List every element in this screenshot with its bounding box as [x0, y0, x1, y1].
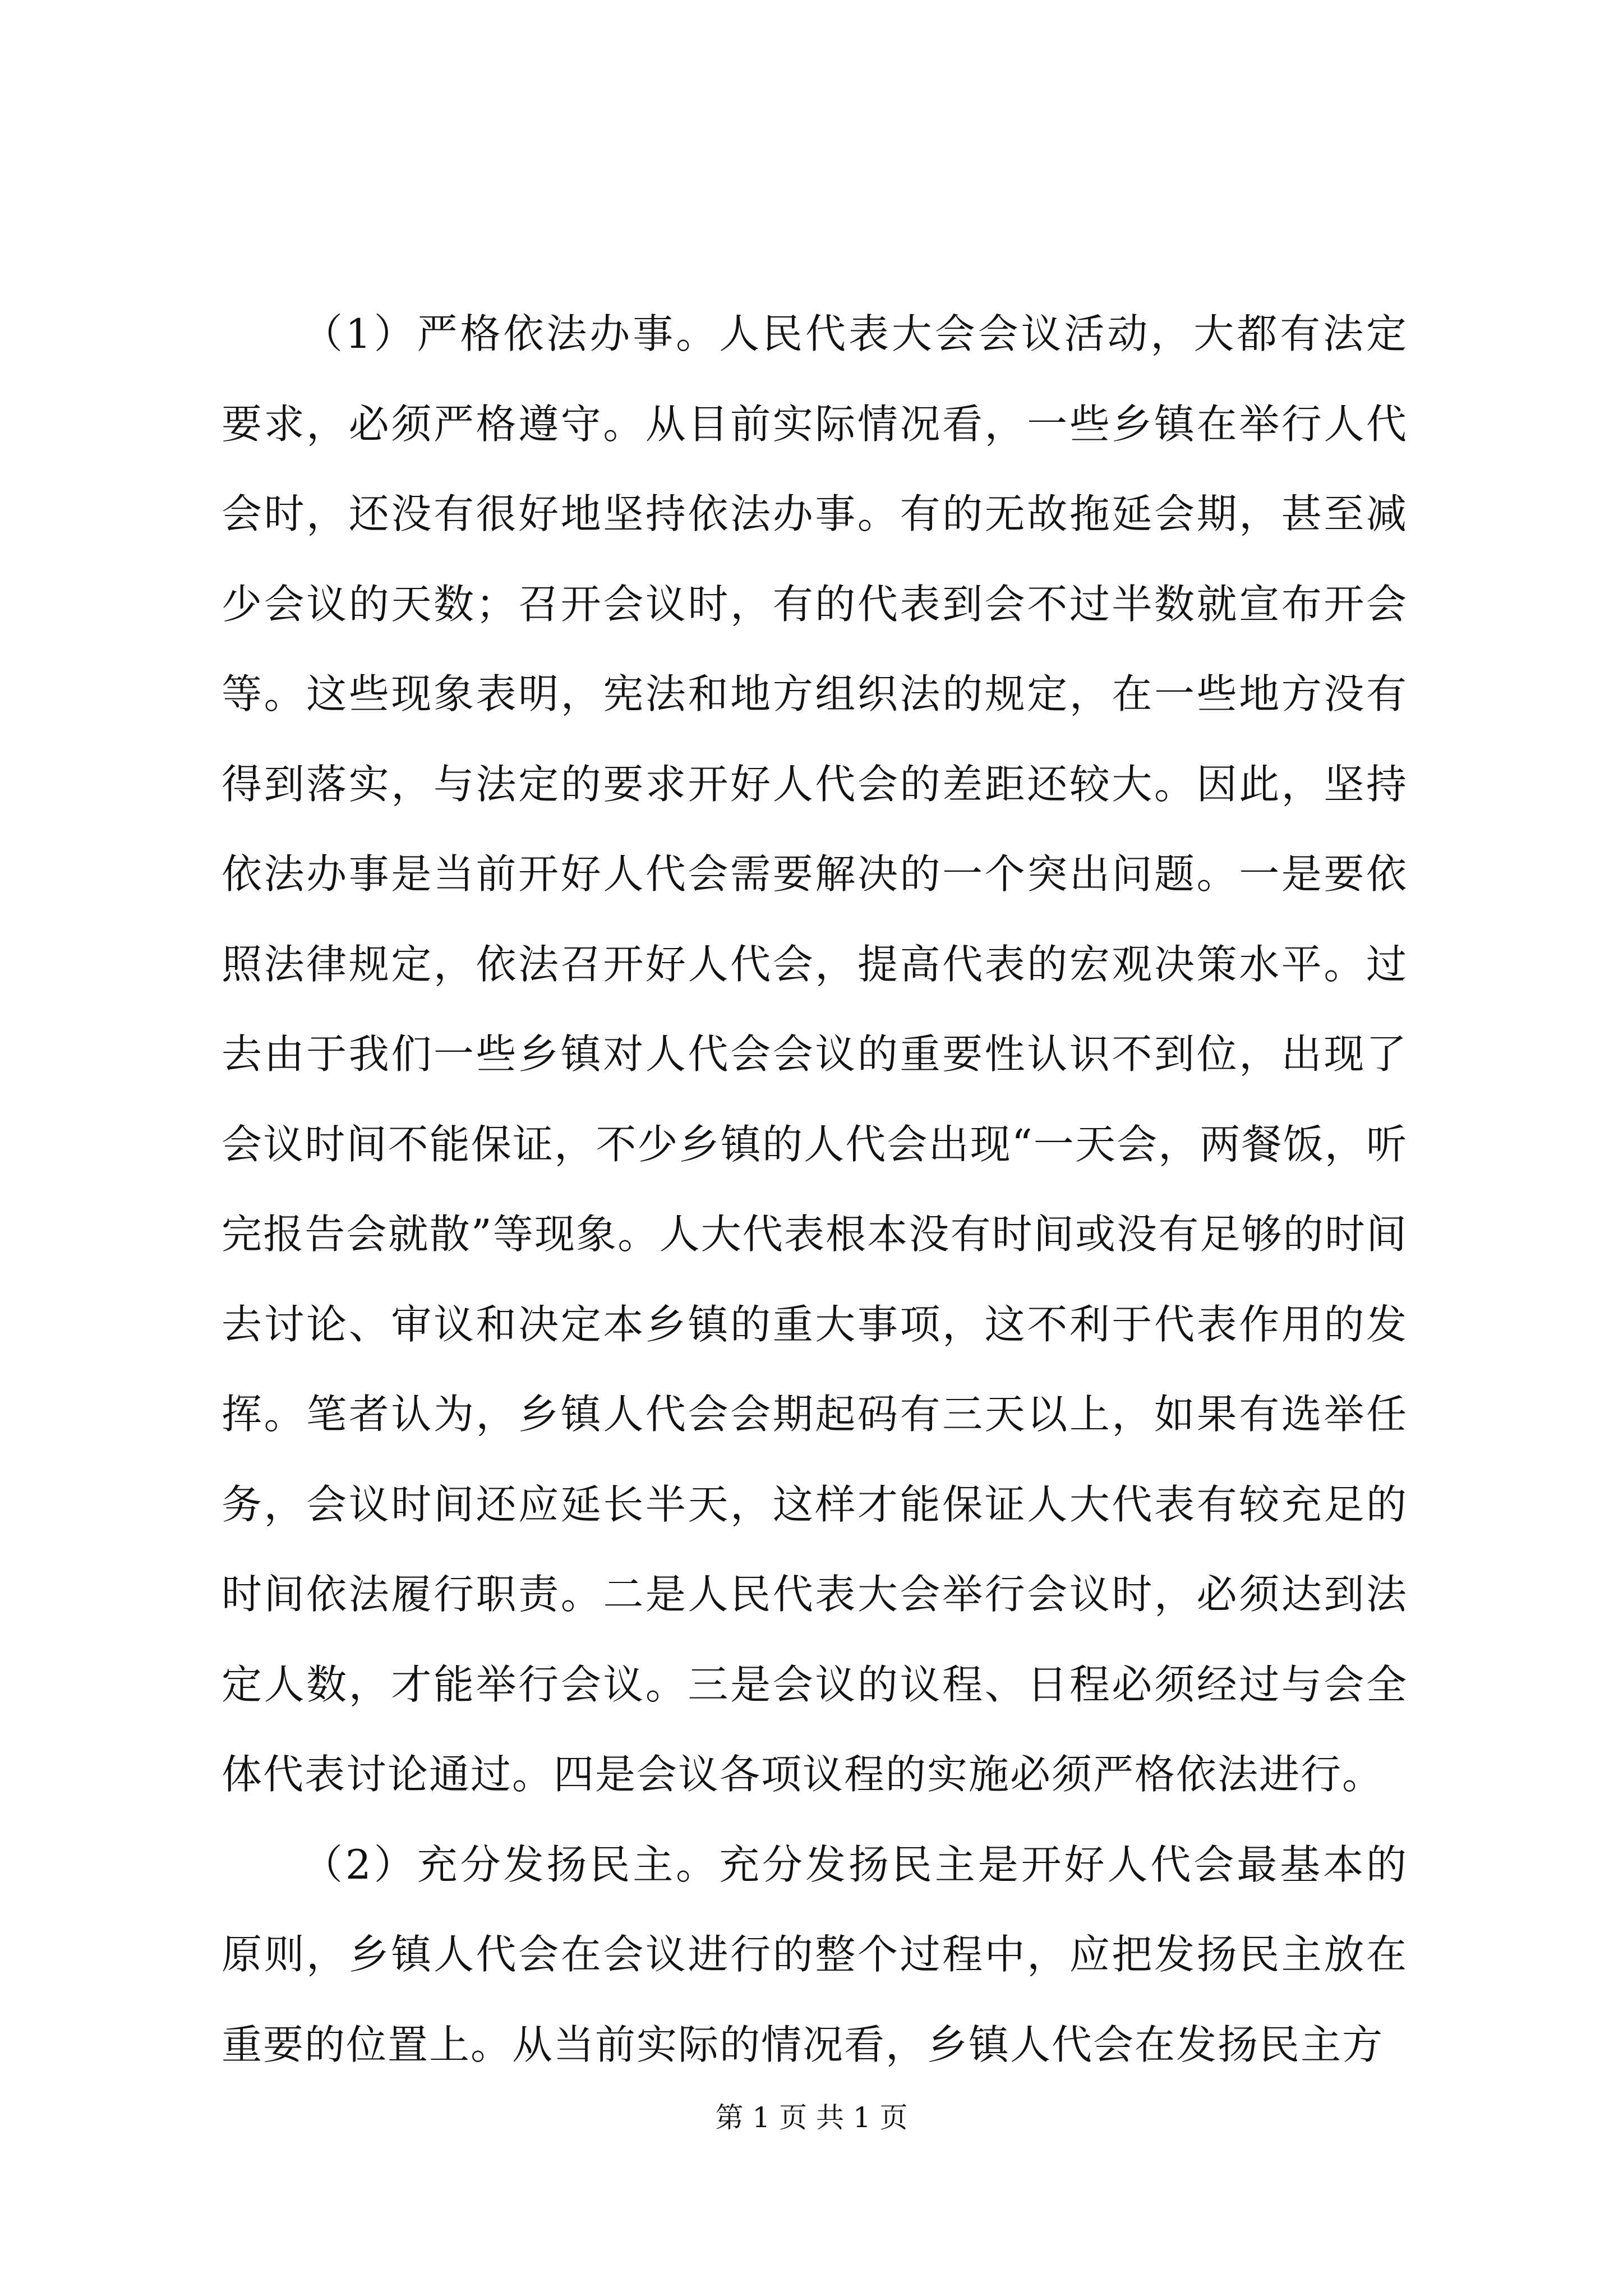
page-footer: 第 1 页 共 1 页	[715, 2101, 908, 2134]
document-body	[222, 289, 1408, 2090]
paragraph-2: （2）充分发扬民主。充分发扬民主是开好人代会最基本的原则，乡镇人代会在会议进行的整个过程中，应把发扬民主放在重要的位置上。从当前实际的情况看，乡镇人代会在发扬民主方	[222, 1841, 1408, 2068]
paragraph-1: （1）严格依法办事。人民代表大会会议活动，大都有法定要求，必须严格遵守。从目前实际情况看，一些乡镇在举行人代会时，还没有很好地坚持依法办事。有的无故拖延会期，甚至减少会议的天数；召开会议时，有的代表到会不过半数就宣布开会等。这些现象表明，宪法和地方组织法的规定，在一些地方没有得到落实，与法定的要求开好人代会的差距还较大。因此，坚持依法办事是当前开好人代会需要解决的一个突出问题。一是要依照法律规定，依法召开好人代会，提高代表的宏观决策水平。过去由于我们一些乡镇对人代会会议的重要性认识不到位，出现了会议时间不能保证，不少乡镇的人代会出现“一天会，两餐饭，听完报告会就散”等现象。人大代表根本没有时间或没有足够的时间去讨论、审议和决定本乡镇的重大事项，这不利于代表作用的发挥。笔者认为，乡镇人代会会期起码有三天以上，如果有选举任务，会议时间还应延长半天，这样才能保证人大代表有较充足的时间依法履行职责。二是人民代表大会举行会议时，必须达到法定人数，才能举行会议。三是会议的议程、日程必须经过与会全体代表讨论通过。四是会议各项议程的实施必须严格依法进行。	[222, 310, 1408, 1798]
